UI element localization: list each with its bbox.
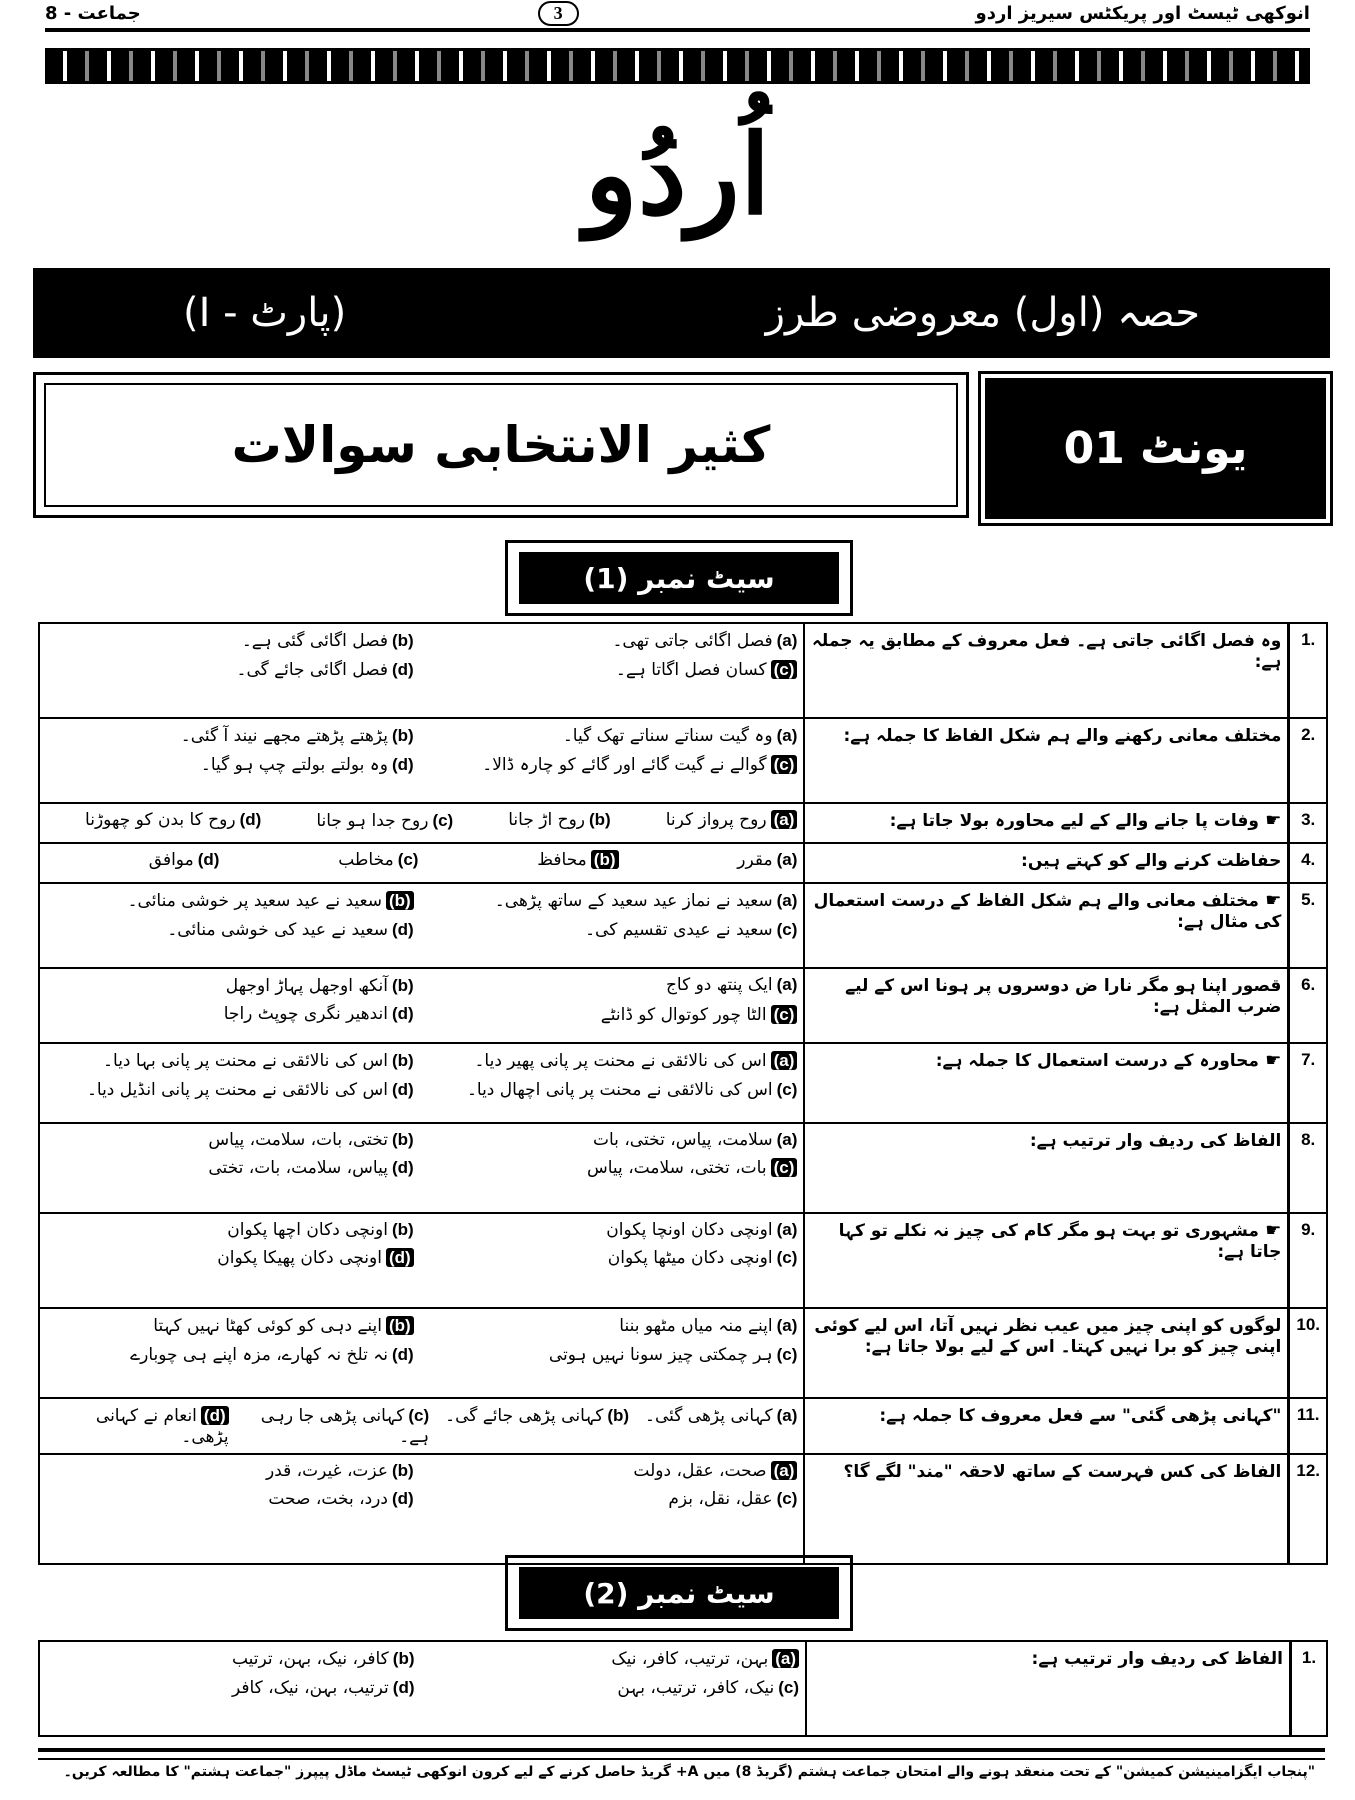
- option-text: فصل اگائی گئی ہے۔: [241, 631, 388, 651]
- option-letter: (b): [391, 726, 414, 745]
- option-letter: (c): [771, 1005, 798, 1024]
- question-label: قصور اپنا ہو مگر نارا ض دوسروں پر ہونا اس کے لیے ضرب المثل ہے:: [845, 976, 1282, 1017]
- options-cell: [39, 1454, 804, 1564]
- option-b[interactable]: [46, 725, 414, 746]
- pointing-hand-icon: ☛: [1258, 1050, 1282, 1071]
- option-letter: (a): [772, 1649, 799, 1668]
- option-text: ہر چمکتی چیز سونا نہیں ہوتی: [548, 1345, 773, 1365]
- option-letter: (b): [391, 631, 414, 650]
- option-c[interactable]: [430, 1489, 798, 1509]
- question-row: [39, 1641, 1327, 1736]
- option-text: مخاطب: [338, 850, 394, 870]
- option-text: اونچی دکان پھیکا پکوان: [217, 1248, 382, 1268]
- option-text: روح جدا ہو جانا: [316, 811, 429, 831]
- question-number: 2.: [1289, 718, 1327, 803]
- options-cell: [39, 1398, 804, 1454]
- question-number: 6.: [1289, 968, 1327, 1043]
- option-letter: (b): [392, 1649, 415, 1668]
- question-row: [39, 623, 1327, 718]
- question-row: [39, 1454, 1327, 1564]
- question-number: 8.: [1289, 1123, 1327, 1213]
- option-a[interactable]: [430, 1130, 798, 1150]
- subject-title: اُردُو: [584, 110, 771, 239]
- options-cell: [39, 1308, 804, 1398]
- option-letter: (d): [391, 755, 414, 774]
- option-text: کہانی پڑھی جائے گی۔: [445, 1406, 604, 1426]
- question-row: [39, 718, 1327, 803]
- option-letter: (a): [776, 1316, 798, 1335]
- option-letter: (c): [778, 1678, 799, 1697]
- series-title: انوکھی ٹیسٹ اور پریکٹس سیریز اردو: [975, 2, 1310, 24]
- option-text: روح کا بدن کو چھوڑنا: [85, 810, 236, 830]
- question-number: 11.: [1289, 1398, 1327, 1454]
- option-text: نہ تلخ نہ کھارے، مزہ اپنے ہی چوبارے: [130, 1345, 388, 1365]
- option-text: کہانی پڑھی گئی۔: [645, 1406, 773, 1426]
- option-d[interactable]: [46, 810, 261, 831]
- question-label: الفاظ کی ردیف وار ترتیب ہے:: [1031, 1649, 1283, 1669]
- option-letter: (d): [391, 1158, 414, 1177]
- question-text: [804, 623, 1289, 718]
- option-letter: (a): [771, 1461, 798, 1480]
- option-letter: (a): [771, 810, 798, 829]
- option-c[interactable]: [245, 1405, 429, 1447]
- option-text: موافق: [148, 850, 194, 870]
- option-letter: (d): [197, 850, 220, 869]
- question-text: [804, 1043, 1289, 1123]
- option-letter: (d): [391, 1489, 414, 1508]
- question-text: [804, 1123, 1289, 1213]
- options-cell: [39, 968, 804, 1043]
- question-number: 1.: [1289, 623, 1327, 718]
- option-b[interactable]: [46, 1315, 414, 1336]
- option-text: وہ گیت سناتے سناتے تھک گیا۔: [562, 726, 773, 746]
- question-row: [39, 1043, 1327, 1123]
- question-label: الفاظ کی ردیف وار ترتیب ہے:: [1029, 1131, 1282, 1151]
- option-a[interactable]: [635, 850, 798, 870]
- option-letter: (a): [776, 850, 798, 869]
- option-b[interactable]: [46, 890, 414, 911]
- option-c[interactable]: [430, 1004, 798, 1025]
- option-text: آنکھ اوجھل پہاڑ اوجھل: [225, 976, 388, 996]
- pointing-hand-icon: ☛: [1258, 810, 1282, 831]
- question-text: [804, 968, 1289, 1043]
- option-text: مقرر: [737, 850, 773, 870]
- question-label: وہ فصل اگائی جاتی ہے۔ فعل معروف کے مطابق یہ جملہ ہے:: [811, 631, 1282, 672]
- option-text: اپنے دہی کو کوئی کھٹا نہیں کہتا: [153, 1316, 382, 1336]
- option-letter: (d): [391, 1345, 414, 1364]
- question-number: 4.: [1289, 843, 1327, 883]
- option-letter: (c): [776, 1248, 798, 1267]
- option-text: عزت، غیرت، قدر: [265, 1461, 388, 1481]
- option-letter: (b): [386, 891, 414, 910]
- option-letter: (d): [391, 1080, 414, 1099]
- question-label: مختلف معانی رکھنے والے ہم شکل الفاظ کا جملہ ہے:: [843, 726, 1282, 746]
- option-a[interactable]: [645, 1405, 797, 1447]
- option-d[interactable]: [46, 1405, 229, 1447]
- option-a[interactable]: [430, 1220, 798, 1240]
- pointing-hand-icon: ☛: [1258, 890, 1282, 911]
- option-letter: (b): [391, 1130, 414, 1149]
- option-text: اس کی نالائقی نے محنت پر پانی بہا دیا۔: [103, 1051, 388, 1071]
- option-text: اندھیر نگری چوپٹ راجا: [223, 1004, 388, 1024]
- question-text: [804, 718, 1289, 803]
- question-label: وفات پا جانے والے کے لیے محاورہ بولا جاتا ہے:: [889, 811, 1259, 831]
- option-c[interactable]: [430, 919, 798, 940]
- option-b[interactable]: [46, 975, 414, 996]
- question-label: "کہانی پڑھی گئی" سے فعل معروف کا جملہ ہے:: [879, 1406, 1282, 1426]
- option-text: روح پرواز کرنا: [665, 810, 767, 830]
- option-b[interactable]: [46, 630, 414, 651]
- option-a[interactable]: [431, 1648, 800, 1669]
- options-cell: [39, 718, 804, 803]
- options-cell: [39, 803, 804, 843]
- option-b[interactable]: [46, 1050, 414, 1071]
- question-row: [39, 843, 1327, 883]
- option-text: گوالے نے گیت گائے اور گائے کو چارہ ڈالا۔: [482, 755, 767, 775]
- option-text: نیک، کافر، ترتیب، بہن: [617, 1678, 775, 1698]
- option-letter: (a): [776, 1220, 798, 1239]
- option-text: اس کی نالائقی نے محنت پر پانی انڈیل دیا۔: [86, 1080, 388, 1100]
- option-letter: (c): [776, 1345, 798, 1364]
- question-label: حفاظت کرنے والے کو کہتے ہیں:: [1021, 851, 1282, 871]
- section-band: [33, 268, 1330, 358]
- option-letter: (a): [776, 631, 798, 650]
- option-text: سعید نے نماز عید سعید کے ساتھ پڑھی۔: [494, 891, 773, 911]
- option-letter: (a): [776, 891, 798, 910]
- footer-divider: [38, 1748, 1325, 1760]
- option-letter: (a): [776, 975, 798, 994]
- page-number: 3: [538, 1, 579, 26]
- option-letter: (c): [408, 1406, 430, 1425]
- options-cell: [39, 1123, 804, 1213]
- question-row: [39, 1213, 1327, 1308]
- option-text: کہانی پڑھی جا رہی ہے۔: [260, 1406, 430, 1447]
- question-text: [804, 1308, 1289, 1398]
- question-number: 9.: [1289, 1213, 1327, 1308]
- option-b[interactable]: [469, 810, 610, 831]
- option-letter: (d): [201, 1406, 229, 1425]
- option-c[interactable]: [430, 754, 798, 775]
- option-text: عقل، نقل، بزم: [668, 1489, 773, 1509]
- option-text: اپنے منہ میاں مٹھو بننا: [619, 1316, 773, 1336]
- set-1-heading: سیٹ نمبر (1): [505, 540, 853, 616]
- option-d[interactable]: [46, 919, 414, 940]
- option-text: تختی، بات، سلامت، پیاس: [208, 1130, 388, 1150]
- option-text: ترتیب، بہن، نیک، کافر: [231, 1678, 389, 1698]
- option-c[interactable]: [235, 850, 418, 870]
- option-d[interactable]: [46, 1248, 414, 1268]
- option-c[interactable]: [430, 1079, 798, 1100]
- option-a[interactable]: [430, 1461, 798, 1481]
- option-text: اونچی دکان اونچا پکوان: [606, 1220, 773, 1240]
- option-b[interactable]: [46, 1461, 414, 1481]
- class-label: جماعت - 8: [45, 2, 141, 24]
- option-letter: (a): [771, 1051, 798, 1070]
- option-text: اس کی نالائقی نے محنت پر پانی اچھال دیا۔: [466, 1080, 773, 1100]
- option-b[interactable]: [46, 1130, 414, 1150]
- question-table-set-1: [38, 622, 1328, 1565]
- option-text: ایک پنتھ دو کاج: [665, 975, 773, 995]
- option-letter: (b): [588, 810, 611, 829]
- question-row: [39, 883, 1327, 968]
- option-text: سعید نے عیدی تقسیم کی۔: [585, 920, 773, 940]
- option-text: روح اڑ جانا: [508, 810, 585, 830]
- option-letter: (d): [391, 920, 414, 939]
- option-letter: (b): [607, 1406, 630, 1425]
- option-text: سلامت، پیاس، تختی، بات: [593, 1130, 773, 1150]
- option-text: سعید نے عید کی خوشی منائی۔: [167, 920, 388, 940]
- question-row: [39, 1123, 1327, 1213]
- question-number: 1.: [1291, 1641, 1328, 1736]
- option-b[interactable]: [445, 1405, 629, 1447]
- option-a[interactable]: [627, 810, 798, 831]
- ornament-border: [45, 48, 1310, 84]
- option-text: بہن، ترتیب، کافر، نیک: [611, 1649, 769, 1669]
- option-d[interactable]: [46, 659, 414, 680]
- option-letter: (d): [392, 1678, 415, 1697]
- option-d[interactable]: [46, 1158, 414, 1178]
- pointing-hand-icon: ☛: [1258, 1220, 1282, 1241]
- option-letter: (d): [391, 1004, 414, 1023]
- option-c[interactable]: [430, 1248, 798, 1268]
- page-header: [45, 0, 1310, 26]
- question-text: [804, 1213, 1289, 1308]
- header-divider: [45, 28, 1310, 32]
- option-text: الٹا چور کوتوال کو ڈانٹے: [600, 1005, 767, 1025]
- question-label: محاورہ کے درست استعمال کا جملہ ہے:: [935, 1051, 1259, 1071]
- option-d[interactable]: [46, 754, 414, 775]
- option-letter: (c): [397, 850, 419, 869]
- option-d[interactable]: [46, 1344, 414, 1365]
- options-cell: [39, 843, 804, 883]
- option-a[interactable]: [430, 890, 798, 911]
- question-number: 10.: [1289, 1308, 1327, 1398]
- option-text: درد، بخت، صحت: [268, 1489, 388, 1509]
- question-row: [39, 803, 1327, 843]
- option-c[interactable]: [430, 1158, 798, 1178]
- question-text: [804, 1398, 1289, 1454]
- option-text: صحت، عقل، دولت: [633, 1461, 767, 1481]
- option-letter: (d): [386, 1248, 414, 1267]
- option-letter: (b): [391, 1461, 414, 1480]
- option-text: پڑھتے پڑھتے مجھے نیند آ گئی۔: [180, 726, 388, 746]
- question-text: [806, 1641, 1291, 1736]
- option-d[interactable]: [46, 1004, 414, 1025]
- option-text: انعام نے کہانی پڑھی۔: [95, 1406, 229, 1447]
- option-letter: (c): [776, 1489, 798, 1508]
- question-text: [804, 883, 1289, 968]
- question-row: [39, 1308, 1327, 1398]
- option-c[interactable]: [430, 659, 798, 680]
- options-cell: [39, 623, 804, 718]
- question-number: 7.: [1289, 1043, 1327, 1123]
- question-row: [39, 968, 1327, 1043]
- option-a[interactable]: [430, 630, 798, 651]
- question-table-set-2: [38, 1640, 1328, 1737]
- question-text: [804, 803, 1289, 843]
- question-number: 3.: [1289, 803, 1327, 843]
- option-letter: (c): [432, 811, 454, 830]
- option-text: اس کی نالائقی نے محنت پر پانی پھیر دیا۔: [474, 1051, 767, 1071]
- options-cell: [39, 1641, 806, 1736]
- option-c[interactable]: [277, 810, 453, 831]
- option-a[interactable]: [430, 1050, 798, 1071]
- option-letter: (b): [391, 976, 414, 995]
- option-letter: (b): [386, 1316, 414, 1335]
- option-letter: (c): [776, 920, 798, 939]
- option-a[interactable]: [430, 1315, 798, 1336]
- option-text: فصل اگائی جاتی تھی۔: [612, 631, 773, 651]
- option-text: اونچی دکان اچھا پکوان: [227, 1220, 388, 1240]
- footer-note: "پنجاب ایگزامینیشن کمیشن" کے تحت منعقد ہونے والے امتحان جماعت ہشتم (گریڈ 8) میں A+ گریڈ حاصل کرنے کے لیے کرون انوکھی ٹیسٹ ماڈل پیپرز "جماعت ہشتم" کا مطالعہ کریں۔: [63, 1764, 1315, 1780]
- question-number: 12.: [1289, 1454, 1327, 1564]
- question-label: مختلف معانی والے ہم شکل الفاظ کے درست استعمال کی مثال ہے:: [813, 891, 1282, 932]
- options-cell: [39, 883, 804, 968]
- option-letter: (c): [771, 755, 798, 774]
- question-number: 5.: [1289, 883, 1327, 968]
- option-text: پیاس، سلامت، بات، تختی: [208, 1158, 388, 1178]
- option-letter: (a): [776, 1130, 798, 1149]
- option-text: کافر، نیک، بہن، ترتیب: [231, 1649, 389, 1669]
- option-c[interactable]: [431, 1677, 800, 1698]
- option-letter: (c): [771, 1158, 798, 1177]
- option-text: محافظ: [537, 850, 587, 870]
- option-letter: (b): [391, 1051, 414, 1070]
- option-d[interactable]: [46, 1489, 414, 1509]
- option-text: سعید نے عید سعید پر خوشی منائی۔: [127, 891, 382, 911]
- question-label: مشہوری تو بہت ہو مگر کام کی چیز نہ نکلے تو کہا جاتا ہے:: [838, 1221, 1282, 1262]
- option-b[interactable]: [434, 850, 618, 870]
- question-label: لوگوں کو اپنی چیز میں عیب نظر نہیں آتا، اس لیے کوئی اپنی چیز کو برا نہیں کہتا۔ اس کے لیے بولا جاتا ہے:: [814, 1316, 1282, 1357]
- option-text: کسان فصل اگاتا ہے۔: [615, 660, 767, 680]
- option-text: اونچی دکان میٹھا پکوان: [607, 1248, 773, 1268]
- option-d[interactable]: [46, 850, 219, 870]
- option-text: بات، تختی، سلامت، پیاس: [587, 1158, 767, 1178]
- option-letter: (b): [591, 850, 619, 869]
- option-letter: (b): [391, 1220, 414, 1239]
- option-text: وہ بولتے بولتے چپ ہو گیا۔: [200, 755, 388, 775]
- section-label: حصہ (اول) معروضی طرز: [765, 290, 1200, 336]
- question-label: الفاظ کی کس فہرست کے ساتھ لاحقہ "مند" لگے گا؟: [843, 1462, 1282, 1482]
- option-b[interactable]: [46, 1220, 414, 1240]
- option-letter: (c): [771, 660, 798, 679]
- option-a[interactable]: [430, 725, 798, 746]
- set-2-heading: سیٹ نمبر (2): [505, 1555, 853, 1631]
- question-text: [804, 843, 1289, 883]
- question-row: [39, 1398, 1327, 1454]
- option-a[interactable]: [430, 975, 798, 996]
- options-cell: [39, 1043, 804, 1123]
- option-letter: (a): [776, 726, 798, 745]
- option-c[interactable]: [430, 1344, 798, 1365]
- unit-badge: یونٹ 01: [985, 378, 1326, 519]
- option-d[interactable]: [46, 1079, 414, 1100]
- option-d[interactable]: [46, 1677, 415, 1698]
- option-letter: (a): [776, 1406, 798, 1425]
- question-text: [804, 1454, 1289, 1564]
- part-label: (پارٹ - I): [183, 290, 347, 336]
- options-cell: [39, 1213, 804, 1308]
- option-letter: (d): [391, 660, 414, 679]
- option-letter: (d): [239, 810, 262, 829]
- option-letter: (c): [776, 1080, 798, 1099]
- mcq-heading: کثیر الانتخابی سوالات: [33, 372, 969, 518]
- option-b[interactable]: [46, 1648, 415, 1669]
- option-text: فصل اگائی جائے گی۔: [236, 660, 388, 680]
